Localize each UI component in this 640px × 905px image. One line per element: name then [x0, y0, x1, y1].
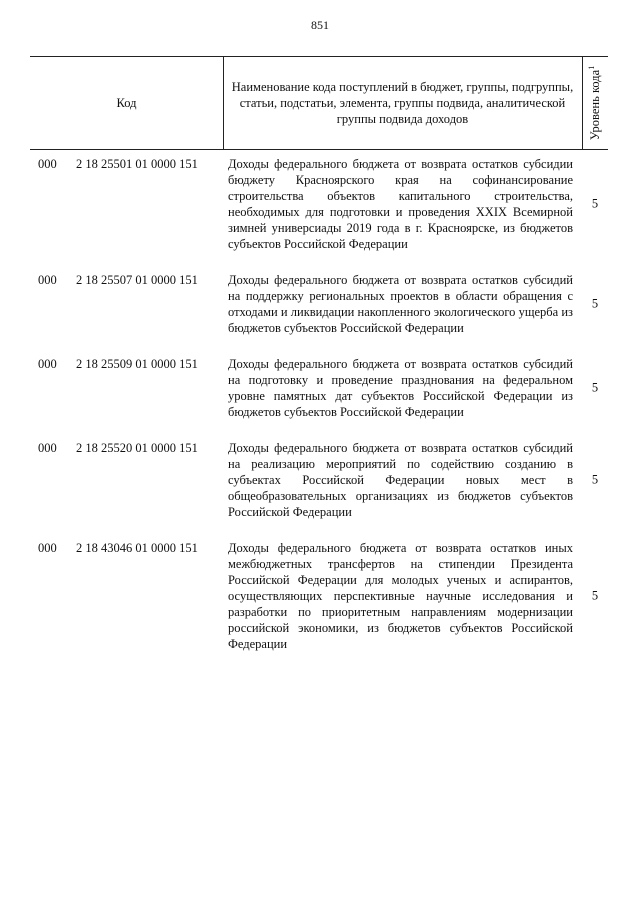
row-description: Доходы федерального бюджета от возврата остатков субсидий на подготовку и проведение празднования на федеральном уровне памятных дат субъектов Российской Федерации из бюджетов субъектов Российской Федерации	[228, 357, 573, 419]
table-body	[38, 156, 608, 672]
page-number: 851	[311, 18, 329, 32]
row-prefix: 000	[38, 541, 57, 555]
table-row	[38, 440, 608, 520]
row-level: 5	[591, 472, 599, 487]
header-code-label: Код	[116, 96, 137, 110]
row-prefix: 000	[38, 441, 57, 455]
row-prefix: 000	[38, 157, 57, 171]
table-row	[38, 272, 608, 336]
header-code-cell	[30, 57, 224, 149]
row-level: 5	[591, 588, 599, 603]
header-level-label	[587, 66, 603, 140]
header-name-label: Наименование кода поступлений в бюджет, группы, подгруппы, статьи, подстатьи, элемента, группы подвида, аналитической группы подвида доходов	[231, 80, 574, 126]
row-level: 5	[591, 296, 599, 311]
row-description: Доходы федерального бюджета от возврата остатков субсидий на реализацию мероприятий по содействию созданию в субъектах Российской Федерации новых мест в общеобразовательных организациях из бюджетов субъектов Российской Федерации	[228, 441, 573, 519]
table-header	[30, 56, 608, 150]
header-name-cell	[223, 57, 583, 149]
table-row	[38, 356, 608, 420]
row-prefix: 000	[38, 357, 57, 371]
row-level: 5	[591, 196, 599, 211]
row-code: 2 18 43046 01 0000 151	[76, 541, 198, 555]
row-description: Доходы федерального бюджета от возврата остатков субсидии бюджету Красноярского края на софинансирование строительства объектов капитального строительства, необходимых для подготовки и проведения XXIX Всемирной зимней универсиады 2019 года в г. Красноярске, из бюджетов субъектов Российской Федерации	[228, 157, 573, 251]
row-code: 2 18 25507 01 0000 151	[76, 273, 198, 287]
row-code: 2 18 25501 01 0000 151	[76, 157, 198, 171]
row-level: 5	[591, 380, 599, 395]
row-code: 2 18 25520 01 0000 151	[76, 441, 198, 455]
header-level-cell	[582, 57, 608, 149]
header-level-footnote: 1	[586, 65, 596, 70]
header-level-text: Уровень кода	[588, 69, 603, 141]
row-description: Доходы федерального бюджета от возврата остатков субсидий на поддержку региональных проектов в области обращения с отходами и ликвидации накопленного экологического ущерба из бюджетов субъектов Российской Федерации	[228, 273, 573, 335]
row-description: Доходы федерального бюджета от возврата остатков иных межбюджетных трансфертов на стипендии Президента Российской Федерации для молодых ученых и аспирантов, осуществляющих перспективные научные исследования и разработки по приоритетным направлениям модернизации российской экономики, из бюджетов субъектов Российской Федерации	[228, 541, 573, 651]
table-row	[38, 540, 608, 652]
row-prefix: 000	[38, 273, 57, 287]
row-code: 2 18 25509 01 0000 151	[76, 357, 198, 371]
table-row	[38, 156, 608, 252]
